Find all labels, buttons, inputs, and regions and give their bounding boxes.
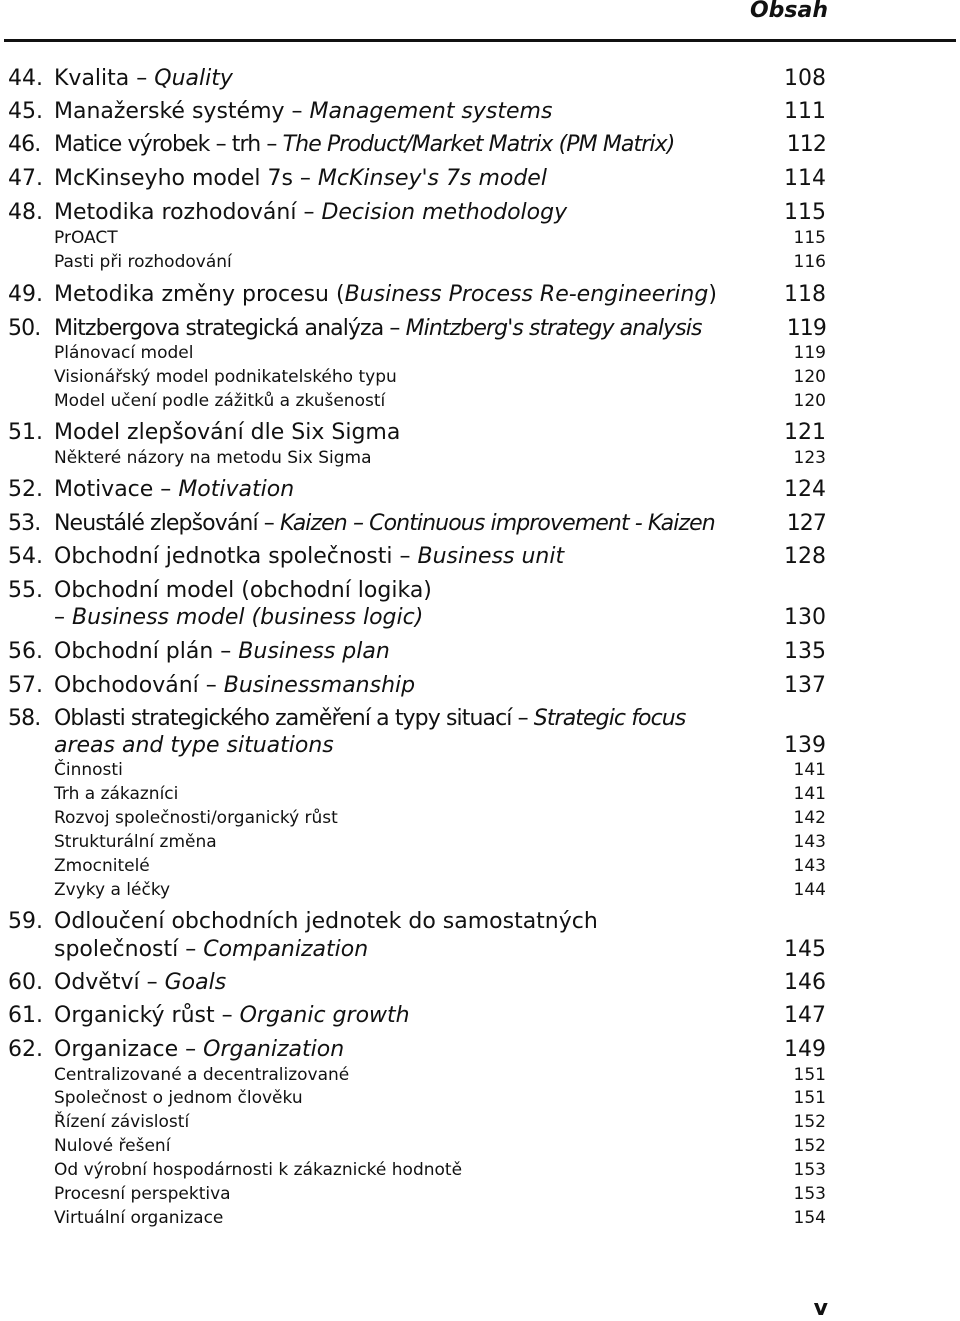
toc-subentry[interactable] bbox=[8, 880, 826, 900]
toc-subentry[interactable] bbox=[8, 1112, 826, 1132]
toc-entry-page: 121 bbox=[784, 420, 826, 445]
toc-entry-number: 57. bbox=[8, 673, 43, 698]
toc-subentry[interactable] bbox=[8, 1208, 826, 1228]
toc-entry[interactable] bbox=[8, 909, 826, 934]
toc-subentry-page: 144 bbox=[793, 880, 826, 900]
toc-entry-title: Organický růst – Organic growth bbox=[54, 1003, 410, 1028]
toc-entry-page: 114 bbox=[784, 166, 826, 191]
toc-entry-page: 147 bbox=[784, 1003, 826, 1028]
toc-subentry-title: Strukturální změna bbox=[54, 832, 217, 852]
toc-subentry-title: Řízení závislostí bbox=[54, 1112, 190, 1132]
page-number: v bbox=[813, 1296, 828, 1321]
toc-entry-page: 145 bbox=[784, 937, 826, 962]
toc-entry-title: McKinseyho model 7s – McKinsey's 7s model bbox=[54, 166, 547, 191]
toc-entry-continuation[interactable] bbox=[8, 733, 826, 758]
toc-entry-title: Obchodní model (obchodní logika) bbox=[54, 578, 432, 603]
toc-entry-title: Motivace – Motivation bbox=[54, 477, 295, 502]
toc-subentry-page: 142 bbox=[793, 808, 826, 828]
toc-subentry-title: Rozvoj společnosti/organický růst bbox=[54, 808, 338, 828]
toc-subentry[interactable] bbox=[8, 856, 826, 876]
toc-subentry-page: 151 bbox=[793, 1088, 826, 1108]
toc-subentry-title: Nulové řešení bbox=[54, 1136, 171, 1156]
toc-subentry-page: 115 bbox=[793, 228, 826, 248]
toc-entry[interactable] bbox=[8, 66, 826, 91]
toc-subentry[interactable] bbox=[8, 784, 826, 804]
toc-subentry-title: Visionářský model podnikatelského typu bbox=[54, 367, 397, 387]
toc-entry-title: Odloučení obchodních jednotek do samostatných bbox=[54, 909, 598, 934]
toc-entry-title: Obchodní plán – Business plan bbox=[54, 639, 390, 664]
toc-entry[interactable] bbox=[8, 166, 826, 191]
toc-subentry-title: Procesní perspektiva bbox=[54, 1184, 231, 1204]
toc-subentry-title: Společnost o jednom člověku bbox=[54, 1088, 303, 1108]
toc-entry-number: 55. bbox=[8, 578, 43, 603]
toc-entry-number: 62. bbox=[8, 1037, 43, 1062]
toc-entry-number: 49. bbox=[8, 282, 43, 307]
toc-subentry[interactable] bbox=[8, 808, 826, 828]
toc-subentry-page: 123 bbox=[793, 448, 826, 468]
toc-subentry-page: 141 bbox=[793, 760, 826, 780]
toc-subentry-title: Plánovací model bbox=[54, 343, 194, 363]
toc-entry-number: 54. bbox=[8, 544, 43, 569]
toc-entry-number: 47. bbox=[8, 166, 43, 191]
toc-subentry[interactable] bbox=[8, 252, 826, 272]
toc-subentry[interactable] bbox=[8, 391, 826, 411]
toc-subentry-page: 143 bbox=[793, 856, 826, 876]
toc-entry-page: 137 bbox=[784, 673, 826, 698]
toc-entry-title: Neustálé zlepšování – Kaizen – Continuous improvement - Kaizen bbox=[54, 511, 715, 536]
toc-entry[interactable] bbox=[8, 544, 826, 569]
toc-entry-page: 130 bbox=[784, 605, 826, 630]
toc-entry[interactable] bbox=[8, 477, 826, 502]
toc-entry-title: společností – Companization bbox=[54, 937, 369, 962]
toc-subentry-title: Činnosti bbox=[54, 760, 123, 780]
toc-entry-number: 61. bbox=[8, 1003, 43, 1028]
toc-entry[interactable] bbox=[8, 673, 826, 698]
toc-entry-number: 45. bbox=[8, 99, 43, 124]
toc-entry-number: 56. bbox=[8, 639, 43, 664]
toc-subentry-page: 119 bbox=[793, 343, 826, 363]
toc-entry-page: 124 bbox=[784, 477, 826, 502]
toc-subentry-page: 141 bbox=[793, 784, 826, 804]
toc-subentry-page: 154 bbox=[793, 1208, 826, 1228]
toc-entry-page: 111 bbox=[784, 99, 826, 124]
toc-subentry-title: Zvyky a léčky bbox=[54, 880, 171, 900]
toc-entry-title: Model zlepšování dle Six Sigma bbox=[54, 420, 401, 445]
toc-subentry-title: Trh a zákazníci bbox=[54, 784, 179, 804]
toc-entry-title: Manažerské systémy – Management systems bbox=[54, 99, 553, 124]
toc-subentry-title: Některé názory na metodu Six Sigma bbox=[54, 448, 372, 468]
toc-entry-page: 119 bbox=[786, 316, 826, 341]
toc-entry[interactable] bbox=[8, 200, 826, 225]
toc-entry[interactable] bbox=[8, 1037, 826, 1062]
toc-subentry[interactable] bbox=[8, 832, 826, 852]
toc-subentry[interactable] bbox=[8, 228, 826, 248]
toc-subentry[interactable] bbox=[8, 1065, 826, 1085]
toc-entry-page: 108 bbox=[784, 66, 826, 91]
toc-entry[interactable] bbox=[8, 706, 826, 731]
toc-entry-page: 112 bbox=[786, 132, 826, 157]
toc-subentry-page: 151 bbox=[793, 1065, 826, 1085]
toc-entry[interactable] bbox=[8, 639, 826, 664]
toc-entry-page: 135 bbox=[784, 639, 826, 664]
toc-subentry-page: 153 bbox=[793, 1184, 826, 1204]
toc-entry-title: Oblasti strategického zaměření a typy situací – Strategic focus bbox=[54, 706, 686, 731]
toc-entry-title: Mitzbergova strategická analýza – Mintzberg's strategy analysis bbox=[54, 316, 702, 341]
toc-entry-number: 48. bbox=[8, 200, 43, 225]
toc-entry[interactable] bbox=[8, 316, 826, 341]
toc-entry-title: Kvalita – Quality bbox=[54, 66, 233, 91]
toc-subentry-page: 120 bbox=[793, 391, 826, 411]
toc-entry-title: Obchodní jednotka společnosti – Business unit bbox=[54, 544, 565, 569]
toc-subentry[interactable] bbox=[8, 760, 826, 780]
toc-subentry[interactable] bbox=[8, 448, 826, 468]
toc-entry-title: – Business model (business logic) bbox=[54, 605, 424, 630]
toc-entry[interactable] bbox=[8, 1003, 826, 1028]
toc-entry-number: 60. bbox=[8, 970, 43, 995]
toc-entry-page: 118 bbox=[784, 282, 826, 307]
toc-entry[interactable] bbox=[8, 578, 826, 603]
toc-entry[interactable] bbox=[8, 132, 826, 157]
toc-subentry-page: 120 bbox=[793, 367, 826, 387]
toc-subentry-title: Centralizované a decentralizované bbox=[54, 1065, 350, 1085]
toc-subentry-title: Od výrobní hospodárnosti k zákaznické hodnotě bbox=[54, 1160, 463, 1180]
toc-entry-number: 58. bbox=[8, 706, 41, 731]
toc-entry-page: 128 bbox=[784, 544, 826, 569]
toc-entry[interactable] bbox=[8, 970, 826, 995]
toc-subentry-title: Zmocnitelé bbox=[54, 856, 150, 876]
toc-entry-title: Matice výrobek – trh – The Product/Market Matrix (PM Matrix) bbox=[54, 132, 675, 157]
toc-entry-number: 59. bbox=[8, 909, 43, 934]
toc-subentry-title: Pasti při rozhodování bbox=[54, 252, 232, 272]
toc-subentry-page: 152 bbox=[793, 1136, 826, 1156]
toc-subentry[interactable] bbox=[8, 343, 826, 363]
toc-entry-number: 53. bbox=[8, 511, 41, 536]
toc-subentry[interactable] bbox=[8, 1088, 826, 1108]
toc-entry-title: Metodika rozhodování – Decision methodology bbox=[54, 200, 568, 225]
page-header-title: Obsah bbox=[749, 0, 828, 23]
toc-subentry-page: 153 bbox=[793, 1160, 826, 1180]
toc-entry-number: 44. bbox=[8, 66, 43, 91]
toc-subentry-title: Virtuální organizace bbox=[54, 1208, 224, 1228]
toc-entry-continuation[interactable] bbox=[8, 937, 826, 962]
toc-entry[interactable] bbox=[8, 420, 826, 445]
toc-entry-page: 127 bbox=[786, 511, 826, 536]
toc-entry-page: 115 bbox=[784, 200, 826, 225]
toc-entry[interactable] bbox=[8, 282, 826, 307]
toc-subentry[interactable] bbox=[8, 1136, 826, 1156]
toc-entry-title: Organizace – Organization bbox=[54, 1037, 345, 1062]
toc-entry-number: 51. bbox=[8, 420, 43, 445]
toc-entry-page: 139 bbox=[784, 733, 826, 758]
toc-entry-number: 52. bbox=[8, 477, 43, 502]
toc-entry-number: 50. bbox=[8, 316, 41, 341]
toc-subentry-page: 152 bbox=[793, 1112, 826, 1132]
toc-entry[interactable] bbox=[8, 99, 826, 124]
toc-entry-page: 146 bbox=[784, 970, 826, 995]
toc-entry-title: Odvětví – Goals bbox=[54, 970, 227, 995]
toc-subentry-title: Model učení podle zážitků a zkušeností bbox=[54, 391, 386, 411]
toc-subentry-page: 116 bbox=[793, 252, 826, 272]
toc-entry-title: Metodika změny procesu (Business Process Re-engineering) bbox=[54, 282, 717, 307]
toc-subentry[interactable] bbox=[8, 1160, 826, 1180]
toc-entry-title: areas and type situations bbox=[54, 733, 334, 758]
toc-subentry-title: PrOACT bbox=[54, 228, 118, 248]
toc-entry-page: 149 bbox=[784, 1037, 826, 1062]
toc-subentry-page: 143 bbox=[793, 832, 826, 852]
toc-entry[interactable] bbox=[8, 511, 826, 536]
toc-entry-number: 46. bbox=[8, 132, 41, 157]
toc-subentry[interactable] bbox=[8, 1184, 826, 1204]
toc-entry-title: Obchodování – Businessmanship bbox=[54, 673, 416, 698]
toc-entry-continuation[interactable] bbox=[8, 605, 826, 630]
toc-subentry[interactable] bbox=[8, 367, 826, 387]
